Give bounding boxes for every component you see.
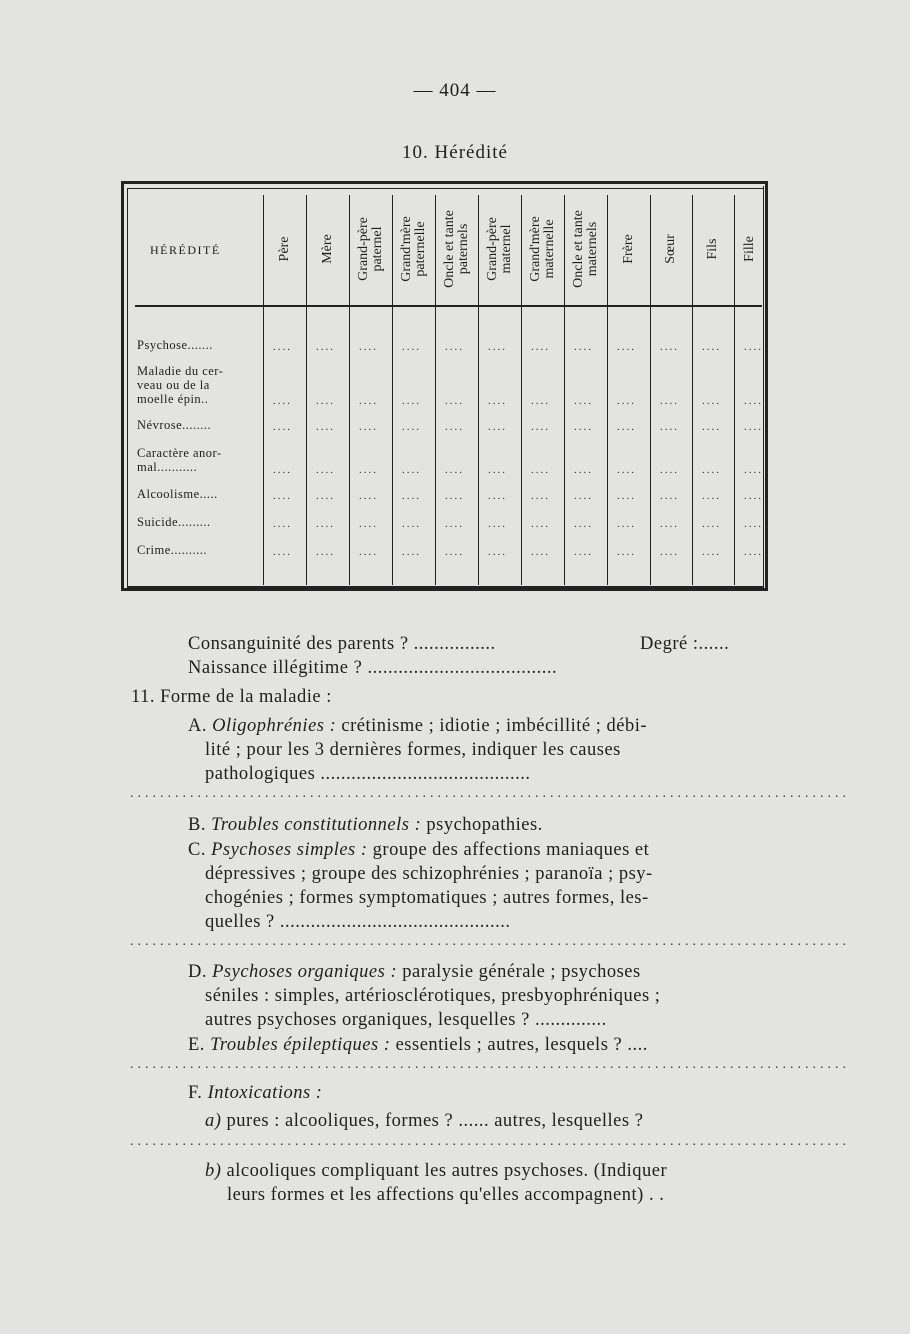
- table-cell: ....: [445, 341, 464, 353]
- table-header-rule: [135, 305, 762, 307]
- table-cell: ....: [574, 464, 593, 476]
- item-b-title: Troubles constitutionnels :: [211, 815, 422, 835]
- column-header-text: Fils: [705, 238, 720, 260]
- degree-label: Degré :......: [640, 634, 730, 654]
- table-cell: ....: [702, 518, 721, 530]
- table-cell: ....: [359, 464, 378, 476]
- table-cell: ....: [574, 490, 593, 502]
- table-cell: ....: [617, 518, 636, 530]
- item-f: [188, 1081, 828, 1105]
- item-a: [188, 714, 828, 738]
- table-cell: ....: [702, 341, 721, 353]
- column-header-text: Frère: [620, 234, 636, 264]
- heredity-corner-label: HÉRÉDITÉ: [150, 243, 221, 257]
- table-cell: ....: [488, 464, 507, 476]
- table-cell: ....: [445, 421, 464, 433]
- table-cell: ....: [316, 518, 335, 530]
- table-cell: ....: [531, 490, 550, 502]
- dot-fill-line: ................................................................................................: [130, 1057, 850, 1072]
- item-a-text-1: crétinisme ; idiotie ; imbécillité ; débi-: [341, 716, 648, 736]
- item-f-b: [205, 1159, 845, 1183]
- table-cell: ....: [531, 341, 550, 353]
- item-d-text-2: séniles : simples, artériosclérotiques, presbyophréniques ;: [205, 986, 661, 1006]
- table-cell: ....: [660, 421, 679, 433]
- row-label-text: Suicide.........: [137, 515, 211, 529]
- item-a-title: Oligophrénies :: [212, 716, 337, 736]
- table-cell: ....: [574, 421, 593, 433]
- item-e-text: essentiels ; autres, lesquels ? ....: [395, 1035, 648, 1055]
- table-cell: ....: [316, 395, 335, 407]
- column-header: [263, 195, 306, 303]
- item-d-label: D.: [188, 962, 207, 982]
- column-header: [435, 195, 478, 303]
- table-inner-top-rule: [127, 188, 764, 189]
- table-cell: ....: [744, 546, 763, 558]
- table-cell: ....: [273, 464, 292, 476]
- table-cell: ....: [617, 464, 636, 476]
- table-cell: ....: [702, 395, 721, 407]
- table-cell: ....: [273, 395, 292, 407]
- column-header-text: maternels: [584, 221, 600, 277]
- item-d-text-1: paralysie générale ; psychoses: [402, 962, 641, 982]
- table-cell: ....: [316, 341, 335, 353]
- table-cell: ....: [744, 341, 763, 353]
- table-cell: ....: [702, 546, 721, 558]
- table-cell: ....: [617, 341, 636, 353]
- column-header-text: maternelle: [541, 219, 557, 279]
- section-title: 10. Hérédité: [402, 142, 508, 163]
- table-cell: ....: [744, 490, 763, 502]
- table-cell: ....: [702, 464, 721, 476]
- table-cell: ....: [445, 490, 464, 502]
- item-c-text-1: groupe des affections maniaques et: [372, 840, 650, 860]
- table-cell: ....: [660, 395, 679, 407]
- column-header: [306, 195, 349, 303]
- table-cell: ....: [488, 395, 507, 407]
- item-c: [188, 838, 828, 862]
- table-cell: ....: [702, 490, 721, 502]
- column-header: [607, 195, 650, 303]
- illegitimate-birth: Naissance illégitime ? .....................................: [188, 658, 558, 678]
- item-a-label: A.: [188, 716, 207, 736]
- table-cell: ....: [744, 464, 763, 476]
- page-number: — 404 —: [413, 80, 497, 101]
- column-header-text: maternel: [498, 224, 514, 274]
- table-cell: ....: [273, 518, 292, 530]
- table-cell: ....: [531, 518, 550, 530]
- item-c-text-3: chogénies ; formes symptomatiques ; autres formes, les-: [205, 888, 649, 908]
- column-header-text: Oncle et tante: [570, 210, 586, 288]
- column-header-text: paternel: [369, 226, 385, 272]
- table-cell: ....: [574, 546, 593, 558]
- table-cell: ....: [359, 421, 378, 433]
- table-cell: ....: [660, 518, 679, 530]
- row-label-text: Psychose.......: [137, 338, 213, 352]
- table-cell: ....: [488, 490, 507, 502]
- column-header-text: Oncle et tante: [441, 210, 457, 288]
- item-a-text-2: lité ; pour les 3 dernières formes, indiquer les causes: [205, 740, 621, 760]
- table-cell: ....: [316, 421, 335, 433]
- row-label: [137, 338, 267, 352]
- table-cell: ....: [445, 395, 464, 407]
- item-f-b-label: b): [205, 1161, 222, 1181]
- table-cell: ....: [574, 518, 593, 530]
- column-header: [521, 195, 564, 303]
- item-e-title: Troubles épileptiques :: [210, 1035, 391, 1055]
- table-cell: ....: [617, 546, 636, 558]
- table-cell: ....: [531, 546, 550, 558]
- row-label-text: Alcoolisme.....: [137, 487, 218, 501]
- table-cell: ....: [402, 490, 421, 502]
- table-cell: ....: [702, 421, 721, 433]
- table-cell: ....: [316, 490, 335, 502]
- item-b: [188, 813, 828, 837]
- consanguinity-question: Consanguinité des parents ? ................: [188, 634, 496, 654]
- table-cell: ....: [273, 490, 292, 502]
- table-cell: ....: [488, 546, 507, 558]
- item-d-text-3: autres psychoses organiques, lesquelles ? ..............: [205, 1010, 607, 1030]
- table-cell: ....: [660, 546, 679, 558]
- item-f-b-text-2: leurs formes et les affections qu'elles accompagnent) . .: [227, 1185, 665, 1205]
- item-d: [188, 960, 828, 984]
- column-header-text: Grand-père: [484, 217, 500, 281]
- item-c-title: Psychoses simples :: [211, 840, 368, 860]
- table-inner-left-rule: [127, 188, 128, 586]
- table-cell: ....: [488, 518, 507, 530]
- column-header-text: Grand'mère: [527, 216, 543, 282]
- row-label: [137, 515, 267, 529]
- table-cell: ....: [359, 395, 378, 407]
- item-b-label: B.: [188, 815, 206, 835]
- table-cell: ....: [402, 421, 421, 433]
- column-header-text: Mère: [319, 234, 335, 264]
- row-label-text: veau ou de la: [137, 378, 210, 392]
- table-cell: ....: [359, 546, 378, 558]
- row-label-text: Névrose........: [137, 418, 212, 432]
- row-label: [137, 543, 267, 557]
- item-e: [188, 1033, 828, 1057]
- table-cell: ....: [402, 464, 421, 476]
- column-header-text: Grand'mère: [398, 216, 414, 282]
- column-header-text: Père: [276, 236, 292, 262]
- column-header: [734, 195, 766, 303]
- row-label: [137, 364, 267, 406]
- item-f-a-text: pures : alcooliques, formes ? ...... autres, lesquelles ?: [226, 1111, 644, 1131]
- table-cell: ....: [744, 518, 763, 530]
- table-cell: ....: [744, 421, 763, 433]
- dot-fill-line: ................................................................................................: [130, 786, 850, 801]
- item-f-title: Intoxications :: [207, 1083, 323, 1103]
- table-cell: ....: [488, 341, 507, 353]
- table-cell: ....: [660, 341, 679, 353]
- row-label-text: Maladie du cer-: [137, 364, 224, 378]
- table-cell: ....: [402, 341, 421, 353]
- column-header: [349, 195, 392, 303]
- item-c-text-4: quelles ? .............................................: [205, 912, 511, 932]
- table-inner-bottom-rule: [127, 586, 764, 588]
- column-header: [392, 195, 435, 303]
- table-cell: ....: [273, 421, 292, 433]
- column-header-text: Fille: [742, 236, 757, 262]
- table-cell: ....: [744, 395, 763, 407]
- table-cell: ....: [617, 490, 636, 502]
- row-label-text: Caractère anor-: [137, 446, 222, 460]
- table-cell: ....: [531, 395, 550, 407]
- table-cell: ....: [316, 546, 335, 558]
- table-cell: ....: [574, 395, 593, 407]
- table-cell: ....: [316, 464, 335, 476]
- table-cell: ....: [617, 395, 636, 407]
- column-header: [650, 195, 692, 303]
- table-cell: ....: [445, 464, 464, 476]
- table-cell: ....: [273, 546, 292, 558]
- item-f-label: F.: [188, 1083, 203, 1103]
- column-header: [478, 195, 521, 303]
- table-cell: ....: [402, 518, 421, 530]
- item-f-a-label: a): [205, 1111, 222, 1131]
- row-label: [137, 487, 267, 501]
- item-c-label: C.: [188, 840, 206, 860]
- row-label-text: Crime..........: [137, 543, 207, 557]
- table-cell: ....: [617, 421, 636, 433]
- column-header: [692, 195, 734, 303]
- table-cell: ....: [359, 518, 378, 530]
- table-cell: ....: [531, 421, 550, 433]
- item-f-a: [205, 1109, 845, 1133]
- item-a-text-3: pathologiques .........................................: [205, 764, 531, 784]
- table-cell: ....: [531, 464, 550, 476]
- table-cell: ....: [402, 395, 421, 407]
- table-cell: ....: [445, 546, 464, 558]
- table-cell: ....: [273, 341, 292, 353]
- dot-fill-line: ................................................................................................: [130, 1134, 850, 1149]
- item-b-text: psychopathies.: [426, 815, 543, 835]
- table-cell: ....: [359, 490, 378, 502]
- column-header: [564, 195, 607, 303]
- item-f-b-text-1: alcooliques compliquant les autres psychoses. (Indiquer: [226, 1161, 668, 1181]
- table-cell: ....: [488, 421, 507, 433]
- table-cell: ....: [660, 464, 679, 476]
- column-header-text: paternels: [455, 223, 471, 275]
- column-header-text: Sœur: [663, 234, 678, 264]
- column-header-text: Grand-père: [355, 217, 371, 281]
- item-11-heading: 11. Forme de la maladie :: [131, 687, 332, 707]
- item-e-label: E.: [188, 1035, 205, 1055]
- row-label-text: mal...........: [137, 460, 198, 474]
- table-cell: ....: [574, 341, 593, 353]
- table-cell: ....: [402, 546, 421, 558]
- column-header-text: paternelle: [412, 221, 428, 277]
- table-cell: ....: [359, 341, 378, 353]
- table-cell: ....: [445, 518, 464, 530]
- item-c-text-2: dépressives ; groupe des schizophrénies ; paranoïa ; psy-: [205, 864, 653, 884]
- row-label-text: moelle épin..: [137, 392, 209, 406]
- table-cell: ....: [660, 490, 679, 502]
- row-label: [137, 418, 267, 432]
- row-label: [137, 446, 267, 474]
- item-d-title: Psychoses organiques :: [212, 962, 398, 982]
- dot-fill-line: ................................................................................................: [130, 934, 850, 949]
